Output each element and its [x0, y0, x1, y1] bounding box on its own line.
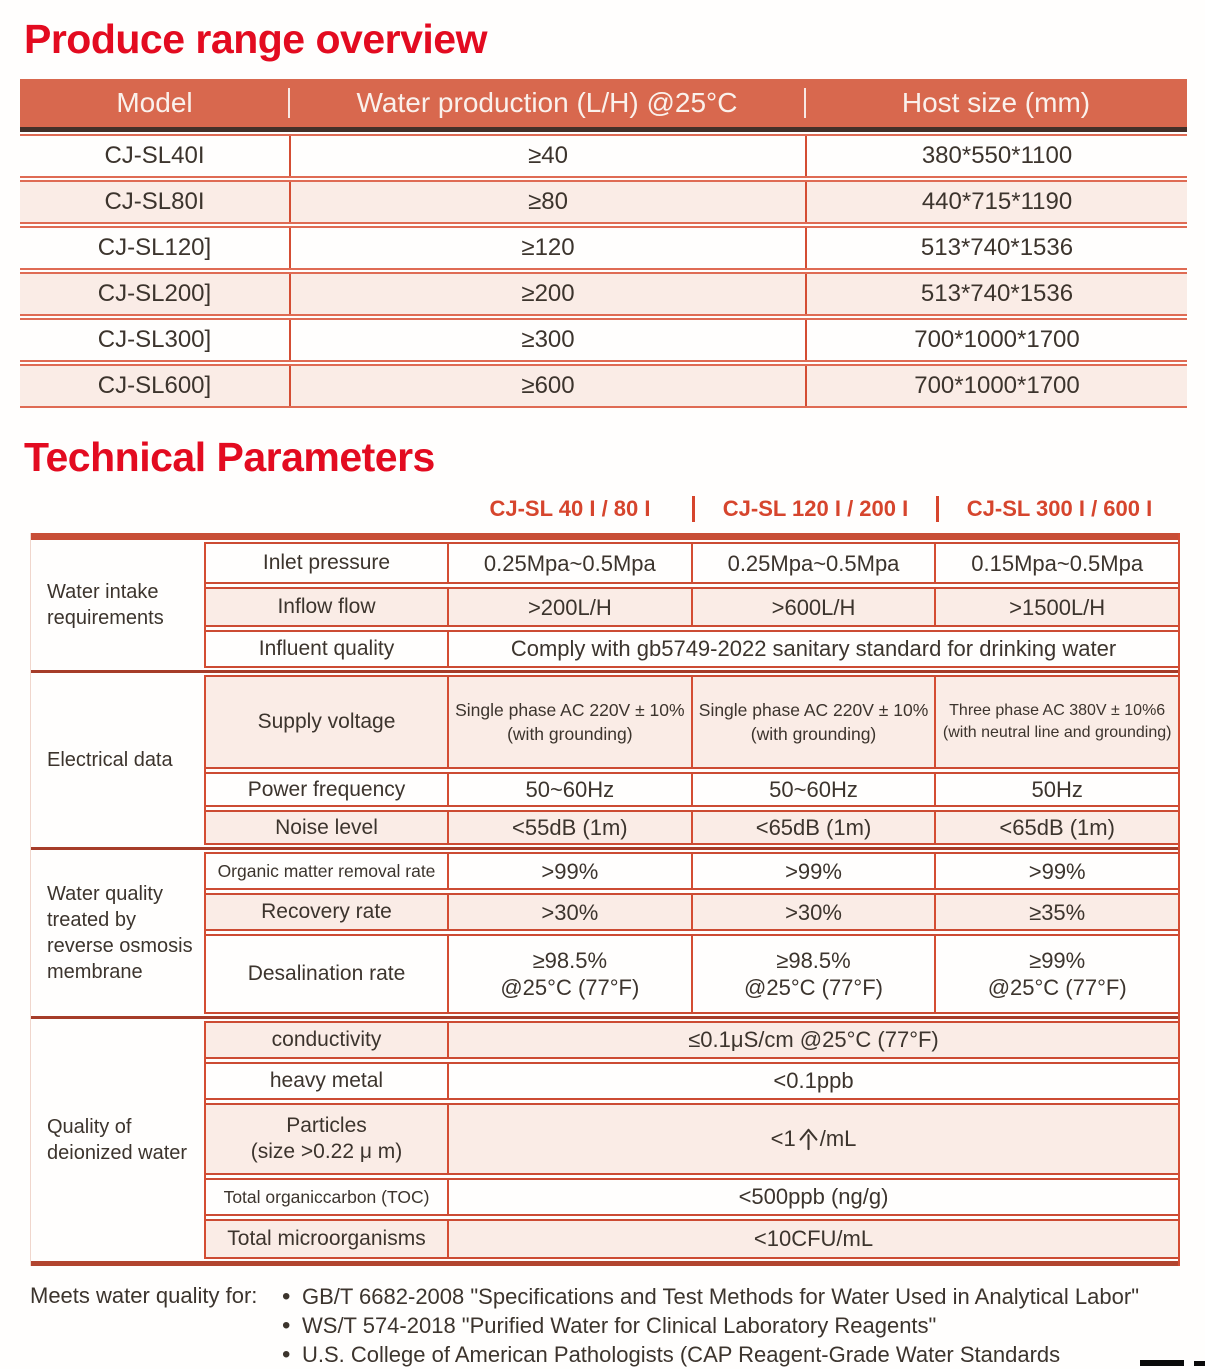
table-row	[206, 630, 1178, 668]
param-label: conductivity	[206, 1023, 449, 1057]
standard-item: • GB/T 6682-2008 "Specifications and Test Methods for Water Used in Analytical Labor"	[282, 1282, 1170, 1311]
value-line: (with grounding)	[750, 724, 877, 744]
value-line: Single phase AC 220V ± 10%	[455, 700, 685, 720]
table-row	[206, 675, 1178, 769]
value-cell: >600L/H	[691, 589, 935, 625]
model-cell: CJ-SL300]	[97, 326, 212, 353]
param-label: Total organiccarbon (TOC)	[206, 1180, 449, 1214]
value-line: ≥99%	[1029, 948, 1086, 973]
tech-col-header-3: CJ-SL 300 I / 600 I	[936, 496, 1180, 522]
param-label: Total microorganisms	[206, 1221, 449, 1257]
table-row	[206, 772, 1178, 807]
value-cell: <55dB (1m)	[512, 815, 628, 840]
value-line: @25°C (77°F)	[744, 975, 883, 1000]
header-model: Model	[116, 87, 193, 118]
value-span-cell: Comply with gb5749-2022 sanitary standard for drinking water	[510, 636, 1117, 661]
table-row	[20, 180, 1187, 224]
value-cell: 0.25Mpa~0.5Mpa	[691, 544, 935, 582]
tech-section-water-intake	[31, 540, 1178, 670]
value-cell	[691, 677, 935, 767]
table-row	[206, 852, 1178, 890]
tech-section-deionized-quality	[31, 1016, 1178, 1266]
standards-list	[282, 1282, 1170, 1369]
value-line: Single phase AC 220V ± 10%	[698, 700, 929, 720]
table-row	[206, 1178, 1178, 1216]
header-water-production: Water production (L/H) @25°C	[356, 87, 738, 118]
corner-mark	[1140, 1360, 1184, 1366]
value-line: @25°C (77°F)	[987, 975, 1127, 1000]
param-label: Power frequency	[206, 774, 449, 805]
group-label: Water intake requirements	[31, 542, 206, 668]
param-label: Inlet pressure	[206, 544, 449, 582]
param-label: heavy metal	[206, 1064, 449, 1098]
value-cell: >200L/H	[527, 594, 612, 620]
value-cell	[449, 936, 691, 1012]
header-divider	[288, 88, 290, 119]
value-line: (with neutral line and grounding)	[942, 724, 1172, 741]
value-cell: 0.15Mpa~0.5Mpa	[934, 544, 1178, 582]
table-row	[206, 934, 1178, 1014]
table-row	[20, 272, 1187, 316]
production-cell: ≥600	[289, 366, 805, 406]
table-row	[206, 1021, 1178, 1059]
value-span-cell: ≤0.1μS/cm @25°C (77°F)	[688, 1027, 939, 1052]
tech-col-header-1: CJ-SL 40 I / 80 I	[489, 496, 651, 521]
header-divider	[804, 88, 806, 119]
value-cell: <65dB (1m)	[934, 812, 1178, 843]
value-span-cell: <500ppb (ng/g)	[738, 1184, 889, 1209]
param-label: Supply voltage	[206, 677, 449, 767]
corner-mark	[1194, 1361, 1205, 1366]
param-line: Particles	[286, 1114, 367, 1137]
value-cell	[691, 936, 935, 1012]
value-cell: >1500L/H	[934, 589, 1178, 625]
value-cell: 50~60Hz	[691, 774, 935, 805]
group-label: Water quality treated by reverse osmosis membrane	[31, 852, 206, 1014]
value-line: ≥98.5%	[532, 948, 608, 973]
model-cell: CJ-SL120]	[97, 234, 212, 261]
value-cell: >99%	[934, 854, 1178, 888]
table-row	[206, 542, 1178, 584]
value-span-cell: <10CFU/mL	[753, 1226, 874, 1251]
param-label: Influent quality	[206, 632, 449, 666]
param-line: (size >0.22 μ m)	[250, 1140, 403, 1163]
value-cell: >99%	[541, 858, 599, 884]
table-row	[20, 364, 1187, 408]
production-cell: ≥300	[289, 320, 805, 360]
tech-column-headers	[30, 491, 1180, 527]
production-cell: ≥80	[289, 182, 805, 222]
table-row	[206, 1103, 1178, 1175]
value-cell: 50~60Hz	[525, 777, 615, 802]
value-line: Three phase AC 380V ± 10%6	[949, 702, 1166, 719]
value-cell	[934, 936, 1178, 1012]
page-title-overview: Produce range overview	[24, 16, 487, 62]
tech-section-electrical	[31, 670, 1178, 847]
value-span-cell: <0.1ppb	[773, 1068, 854, 1093]
cjk-ge-character-icon	[798, 1128, 819, 1151]
value-cell: <65dB (1m)	[691, 812, 935, 843]
param-label: Noise level	[206, 812, 449, 843]
production-cell: ≥120	[289, 228, 805, 268]
product-range-table	[20, 79, 1187, 408]
model-cell: CJ-SL600]	[97, 372, 212, 399]
value-line: ≥98.5%	[776, 948, 851, 973]
table-row	[206, 893, 1178, 931]
value-cell: 50Hz	[934, 774, 1178, 805]
size-cell: 380*550*1100	[805, 136, 1187, 176]
tech-col-header-2: CJ-SL 120 I / 200 I	[692, 496, 936, 522]
standard-item: • U.S. College of American Pathologists (CAP Reagent-Grade Water Standards	[282, 1340, 1170, 1369]
table-row	[20, 318, 1187, 362]
table-row	[20, 134, 1187, 178]
production-cell: ≥200	[289, 274, 805, 314]
technical-parameters-table	[30, 533, 1180, 1266]
size-cell: 700*1000*1700	[805, 366, 1187, 406]
value-cell: >30%	[541, 899, 599, 925]
value-line: @25°C (77°F)	[500, 975, 640, 1000]
value-cell: ≥35%	[934, 895, 1178, 929]
model-cell: CJ-SL200]	[97, 280, 212, 307]
value-cell: 0.25Mpa~0.5Mpa	[483, 550, 656, 576]
value-fragment: <1	[770, 1126, 796, 1151]
size-cell: 513*740*1536	[805, 228, 1187, 268]
production-cell: ≥40	[289, 136, 805, 176]
page-title-technical: Technical Parameters	[24, 434, 435, 480]
value-cell	[934, 677, 1178, 767]
value-cell: >30%	[691, 895, 935, 929]
standard-item: • WS/T 574-2018 "Purified Water for Clinical Laboratory Reagents"	[282, 1311, 1170, 1340]
tech-section-ro-quality	[31, 847, 1178, 1016]
group-label: Quality of deionized water	[31, 1021, 206, 1259]
product-table-header	[20, 79, 1187, 132]
standards-footer	[30, 1282, 1170, 1369]
size-cell: 513*740*1536	[805, 274, 1187, 314]
table-row	[206, 587, 1178, 627]
size-cell: 440*715*1190	[805, 182, 1187, 222]
table-row	[20, 226, 1187, 270]
param-label: Recovery rate	[206, 895, 449, 929]
value-line: (with grounding)	[507, 724, 633, 744]
param-label: Organic matter removal rate	[206, 854, 449, 888]
value-cell: >99%	[691, 854, 935, 888]
value-cell	[449, 677, 691, 767]
group-label: Electrical data	[31, 675, 206, 845]
header-host-size: Host size (mm)	[901, 87, 1091, 118]
table-row	[206, 810, 1178, 845]
model-cell: CJ-SL40I	[104, 142, 205, 169]
value-span-cell	[449, 1105, 1178, 1173]
size-cell: 700*1000*1700	[805, 320, 1187, 360]
param-label	[206, 1105, 449, 1173]
model-cell: CJ-SL80I	[104, 188, 205, 215]
param-label: Desalination rate	[206, 936, 449, 1012]
table-top-rule	[31, 533, 1178, 540]
footer-label: Meets water quality for:	[30, 1283, 258, 1308]
value-fragment: /mL	[819, 1126, 857, 1151]
table-row	[206, 1062, 1178, 1100]
table-row	[206, 1219, 1178, 1259]
param-label: Inflow flow	[206, 589, 449, 625]
